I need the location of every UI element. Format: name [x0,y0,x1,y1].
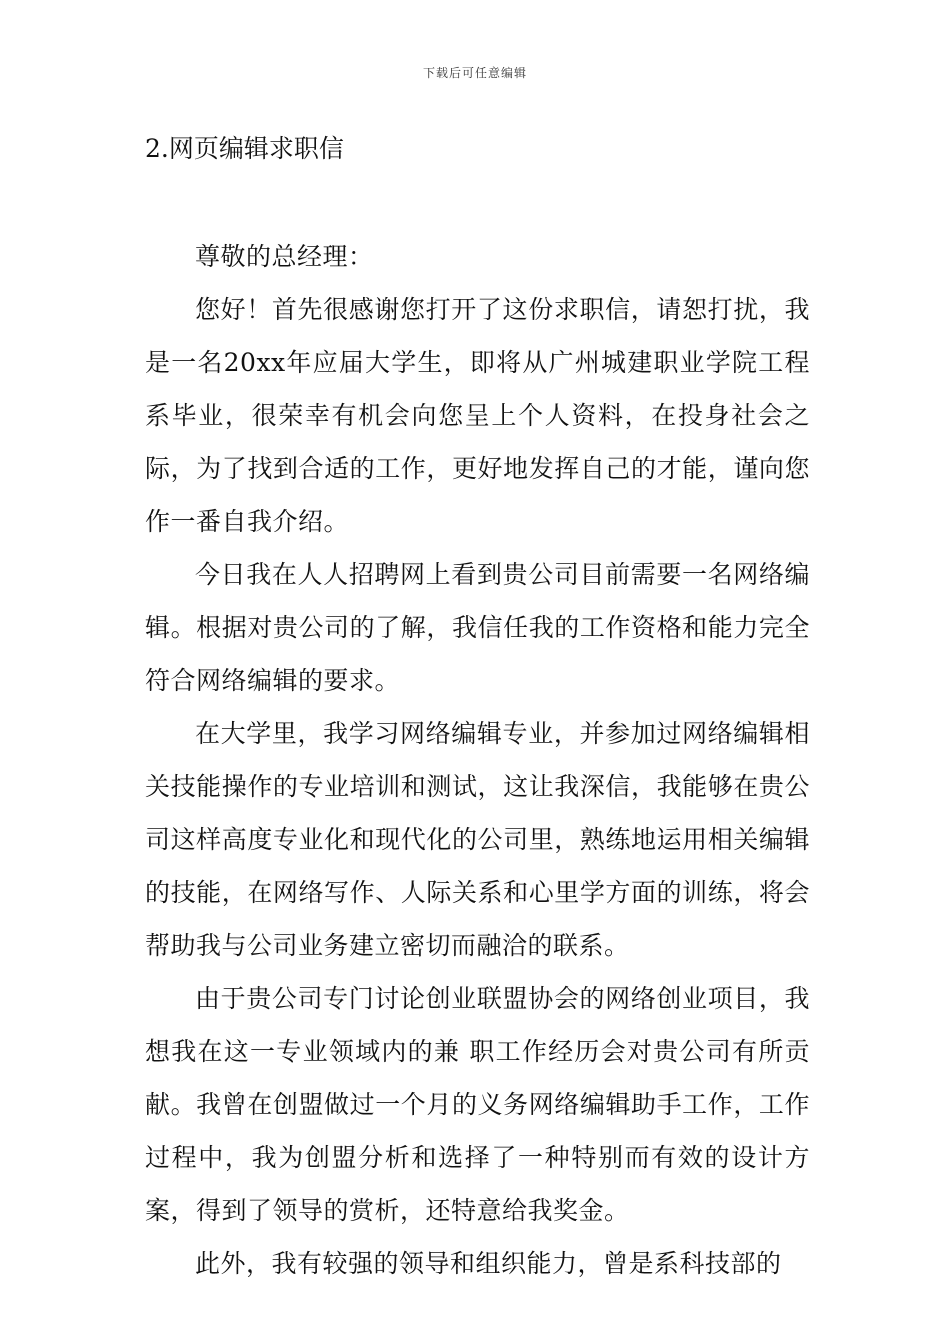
paragraph: 此外，我有较强的领导和组织能力，曾是系科技部的 [195,1249,782,1278]
letter-body [145,230,810,1290]
document-title: 2.网页编辑求职信 [145,134,344,163]
paragraph: 由于贵公司专门讨论创业联盟协会的网络创业项目，我想我在这一专业领域内的兼 职工作经历会对贵公司有所贡献。我曾在创盟做过一个月的义务网络编辑助手工作，工作过程中，我为创盟分析和选择了一种特别而有效的设计方案，得到了领导的赏析，还特意给我奖金。 [145,984,810,1225]
paragraph: 今日我在人人招聘网上看到贵公司目前需要一名网络编辑。根据对贵公司的了解，我信任我的工作资格和能力完全符合网络编辑的要求。 [145,560,810,695]
paragraph: 在大学里，我学习网络编辑专业，并参加过网络编辑相关技能操作的专业培训和测试，这让我深信，我能够在贵公司这样高度专业化和现代化的公司里，熟练地运用相关编辑的技能，在网络写作、人际关系和心里学方面的训练，将会帮助我与公司业务建立密切而融洽的联系。 [145,719,810,960]
salutation: 尊敬的总经理： [195,242,374,271]
paragraph: 您好！首先很感谢您打开了这份求职信，请恕打扰，我是一名20xx年应届大学生，即将从广州城建职业学院工程系毕业，很荣幸有机会向您呈上个人资料，在投身社会之际，为了找到合适的工作，更好地发挥自己的才能，谨向您作一番自我介绍。 [145,295,810,536]
page-header-note: 下载后可任意编辑 [422,66,527,80]
